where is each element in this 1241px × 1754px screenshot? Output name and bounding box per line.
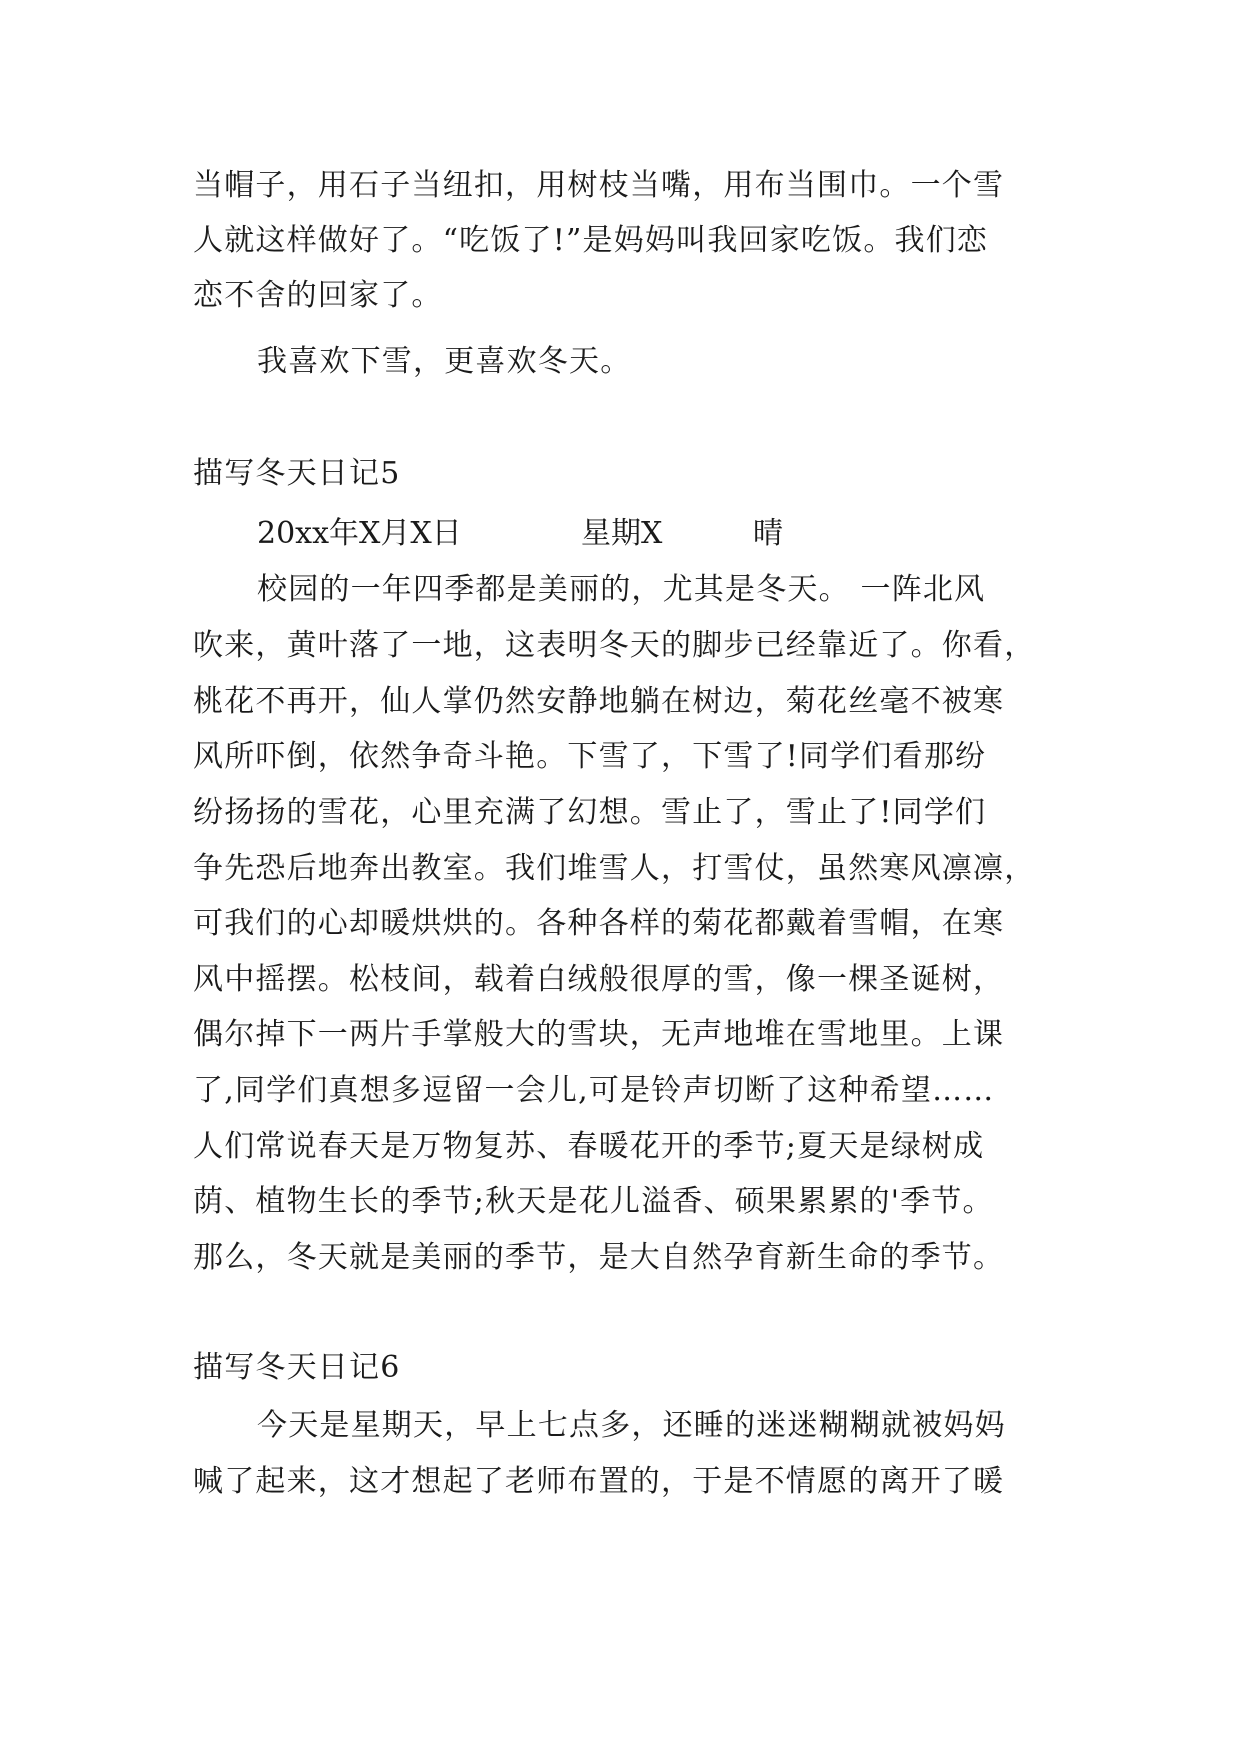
paragraph-line: 纷扬扬的雪花，心里充满了幻想。雪止了，雪止了!同学们 [193,795,987,830]
paragraph-line: 那么，冬天就是美丽的季节，是大自然孕育新生命的季节。 [193,1240,1005,1275]
paragraph-line: 校园的一年四季都是美丽的，尤其是冬天。 一阵北风 [257,572,986,607]
paragraph-line: 了,同学们真想多逗留一会儿,可是铃声切断了这种希望…… [193,1073,995,1108]
paragraph-line: 偶尔掉下一两片手掌般大的雪块，无声地堆在雪地里。上课 [193,1017,1005,1052]
paragraph-line: 恋不舍的回家了。 [193,278,443,313]
paragraph-line: 吹来，黄叶落了一地，这表明冬天的脚步已经靠近了。你看， [193,628,1036,663]
paragraph-line: 当帽子，用石子当纽扣，用树枝当嘴，用布当围巾。一个雪 [193,168,1005,203]
closing-line: 我喜欢下雪，更喜欢冬天。 [257,344,632,379]
paragraph-line: 荫、植物生长的季节;秋天是花儿溢香、硕果累累的'季节。 [193,1184,994,1219]
paragraph-line: 风所吓倒，依然争奇斗艳。下雪了，下雪了!同学们看那纷 [193,739,987,774]
paragraph-line: 可我们的心却暖烘烘的。各种各样的菊花都戴着雪帽，在寒 [193,906,1005,941]
paragraph-line: 今天是星期天，早上七点多，还睡的迷迷糊糊就被妈妈 [257,1408,1006,1443]
paragraph-line: 风中摇摆。松枝间，载着白绒般很厚的雪，像一棵圣诞树， [193,962,1005,997]
paragraph-line: 人们常说春天是万物复苏、春暖花开的季节;夏天是绿树成 [193,1129,985,1164]
weekday-text: 星期X [581,516,663,551]
document-page [193,0,1073,1754]
paragraph-line: 争先恐后地奔出教室。我们堆雪人，打雪仗，虽然寒风凛凛， [193,851,1036,886]
section-title: 描写冬天日记5 [193,456,401,491]
weather-text: 晴 [753,516,783,551]
section-title: 描写冬天日记6 [193,1350,401,1385]
paragraph-line: 人就这样做好了。“吃饭了!”是妈妈叫我回家吃饭。我们恋 [193,223,989,258]
paragraph-line: 喊了起来，这才想起了老师布置的，于是不情愿的离开了暖 [193,1464,1005,1499]
date-text: 20xx年X月X日 [257,516,462,551]
paragraph-line: 桃花不再开，仙人掌仍然安静地躺在树边，菊花丝毫不被寒 [193,684,1005,719]
